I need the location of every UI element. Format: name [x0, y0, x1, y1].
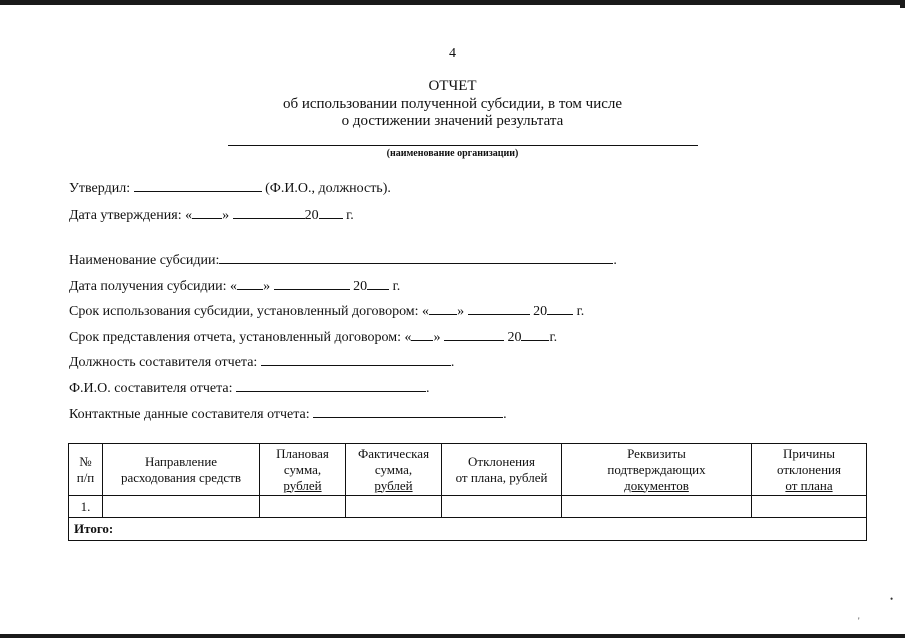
author-position-line [69, 352, 454, 371]
receipt-year-prefix: 20 [353, 279, 368, 294]
document-details-cell[interactable] [562, 496, 752, 518]
usage-term-line [69, 301, 584, 320]
receipt-day-field[interactable] [237, 276, 263, 290]
planned-sum-cell[interactable] [260, 496, 346, 518]
author-name-label: Ф.И.О. составителя отчета: [69, 381, 233, 396]
page-number: 4 [449, 46, 456, 61]
deviation-cell[interactable] [442, 496, 562, 518]
author-name-line [69, 378, 430, 397]
direction-cell[interactable] [103, 496, 260, 518]
report-term-label: Срок представления отчета, установленный договором: « [69, 330, 412, 345]
header-deviation-reasons: Причины отклонения от плана [752, 444, 867, 496]
organization-name-field[interactable] [228, 145, 698, 146]
scan-right-edge [900, 0, 905, 8]
report-month-field[interactable] [444, 327, 504, 341]
author-position-label: Должность составителя отчета: [69, 355, 258, 370]
author-position-end: . [450, 355, 455, 370]
usage-term-quote: » [457, 304, 465, 319]
header-planned-sum: Плановая сумма, рублей [260, 444, 346, 496]
table-total-row [69, 518, 867, 541]
receipt-date-line [69, 276, 400, 295]
author-position-field[interactable] [261, 352, 451, 366]
approved-by-label: Утвердил: [69, 181, 131, 196]
table-row [69, 496, 867, 518]
usage-year-prefix: 20 [533, 304, 548, 319]
scan-top-edge [0, 0, 905, 5]
approval-date-label: Дата утверждения: « [69, 208, 193, 223]
header-deviations: Отклонения от плана, рублей [442, 444, 562, 496]
scan-speck: • [890, 594, 894, 604]
report-term-line [69, 327, 557, 346]
author-name-end: . [426, 381, 430, 396]
report-year-suffix: г. [549, 330, 558, 345]
receipt-year-field[interactable] [367, 276, 389, 290]
deviation-reason-cell[interactable] [752, 496, 867, 518]
table-header-row [69, 444, 867, 496]
approval-date-quote: » [222, 208, 230, 223]
approval-year-suffix: г. [346, 208, 354, 223]
approved-by-field[interactable] [134, 178, 262, 192]
approved-by-line [69, 178, 391, 197]
report-year-field[interactable] [521, 327, 549, 341]
approval-year-prefix: 20 [304, 208, 319, 223]
author-contacts-line [69, 404, 507, 423]
usage-term-label: Срок использования субсидии, установленный договором: « [69, 304, 430, 319]
scan-speck: ' [858, 616, 860, 626]
author-contacts-end: . [503, 407, 507, 422]
approval-year-field[interactable] [319, 205, 343, 219]
usage-day-field[interactable] [429, 301, 457, 315]
approval-date-line [69, 205, 354, 224]
report-year-prefix: 20 [507, 330, 522, 345]
document-title: ОТЧЕТ [428, 78, 477, 94]
organization-name-caption: (наименование организации) [386, 148, 519, 159]
receipt-date-label: Дата получения субсидии: « [69, 279, 238, 294]
receipt-date-quote: » [263, 279, 271, 294]
total-label: Итого: [69, 518, 867, 541]
header-direction: Направление расходования средств [103, 444, 260, 496]
report-day-field[interactable] [411, 327, 433, 341]
document-subtitle-line-2: о достижении значений результата [341, 113, 564, 129]
scan-bottom-edge [0, 634, 905, 638]
report-table [68, 443, 867, 541]
receipt-year-suffix: г. [392, 279, 401, 294]
actual-sum-cell[interactable] [346, 496, 442, 518]
subsidy-name-end: . [613, 253, 617, 268]
author-contacts-label: Контактные данные составителя отчета: [69, 407, 310, 422]
subsidy-name-field[interactable] [219, 250, 613, 264]
report-term-quote: » [433, 330, 441, 345]
approved-by-suffix: (Ф.И.О., должность). [265, 181, 391, 196]
approval-month-field[interactable] [233, 205, 305, 219]
author-contacts-field[interactable] [313, 404, 503, 418]
subsidy-name-label: Наименование субсидии: [69, 253, 220, 268]
author-name-field[interactable] [236, 378, 426, 392]
header-actual-sum: Фактическая сумма, рублей [346, 444, 442, 496]
receipt-month-field[interactable] [274, 276, 350, 290]
header-number: № п/п [69, 444, 103, 496]
usage-month-field[interactable] [468, 301, 530, 315]
approval-day-field[interactable] [192, 205, 222, 219]
usage-year-field[interactable] [547, 301, 573, 315]
usage-year-suffix: г. [576, 304, 585, 319]
row-number-cell: 1. [69, 496, 103, 518]
subsidy-name-line [69, 250, 617, 269]
header-document-details: Реквизиты подтверждающих документов [562, 444, 752, 496]
document-subtitle-line-1: об использовании полученной субсидии, в том числе [282, 96, 623, 112]
